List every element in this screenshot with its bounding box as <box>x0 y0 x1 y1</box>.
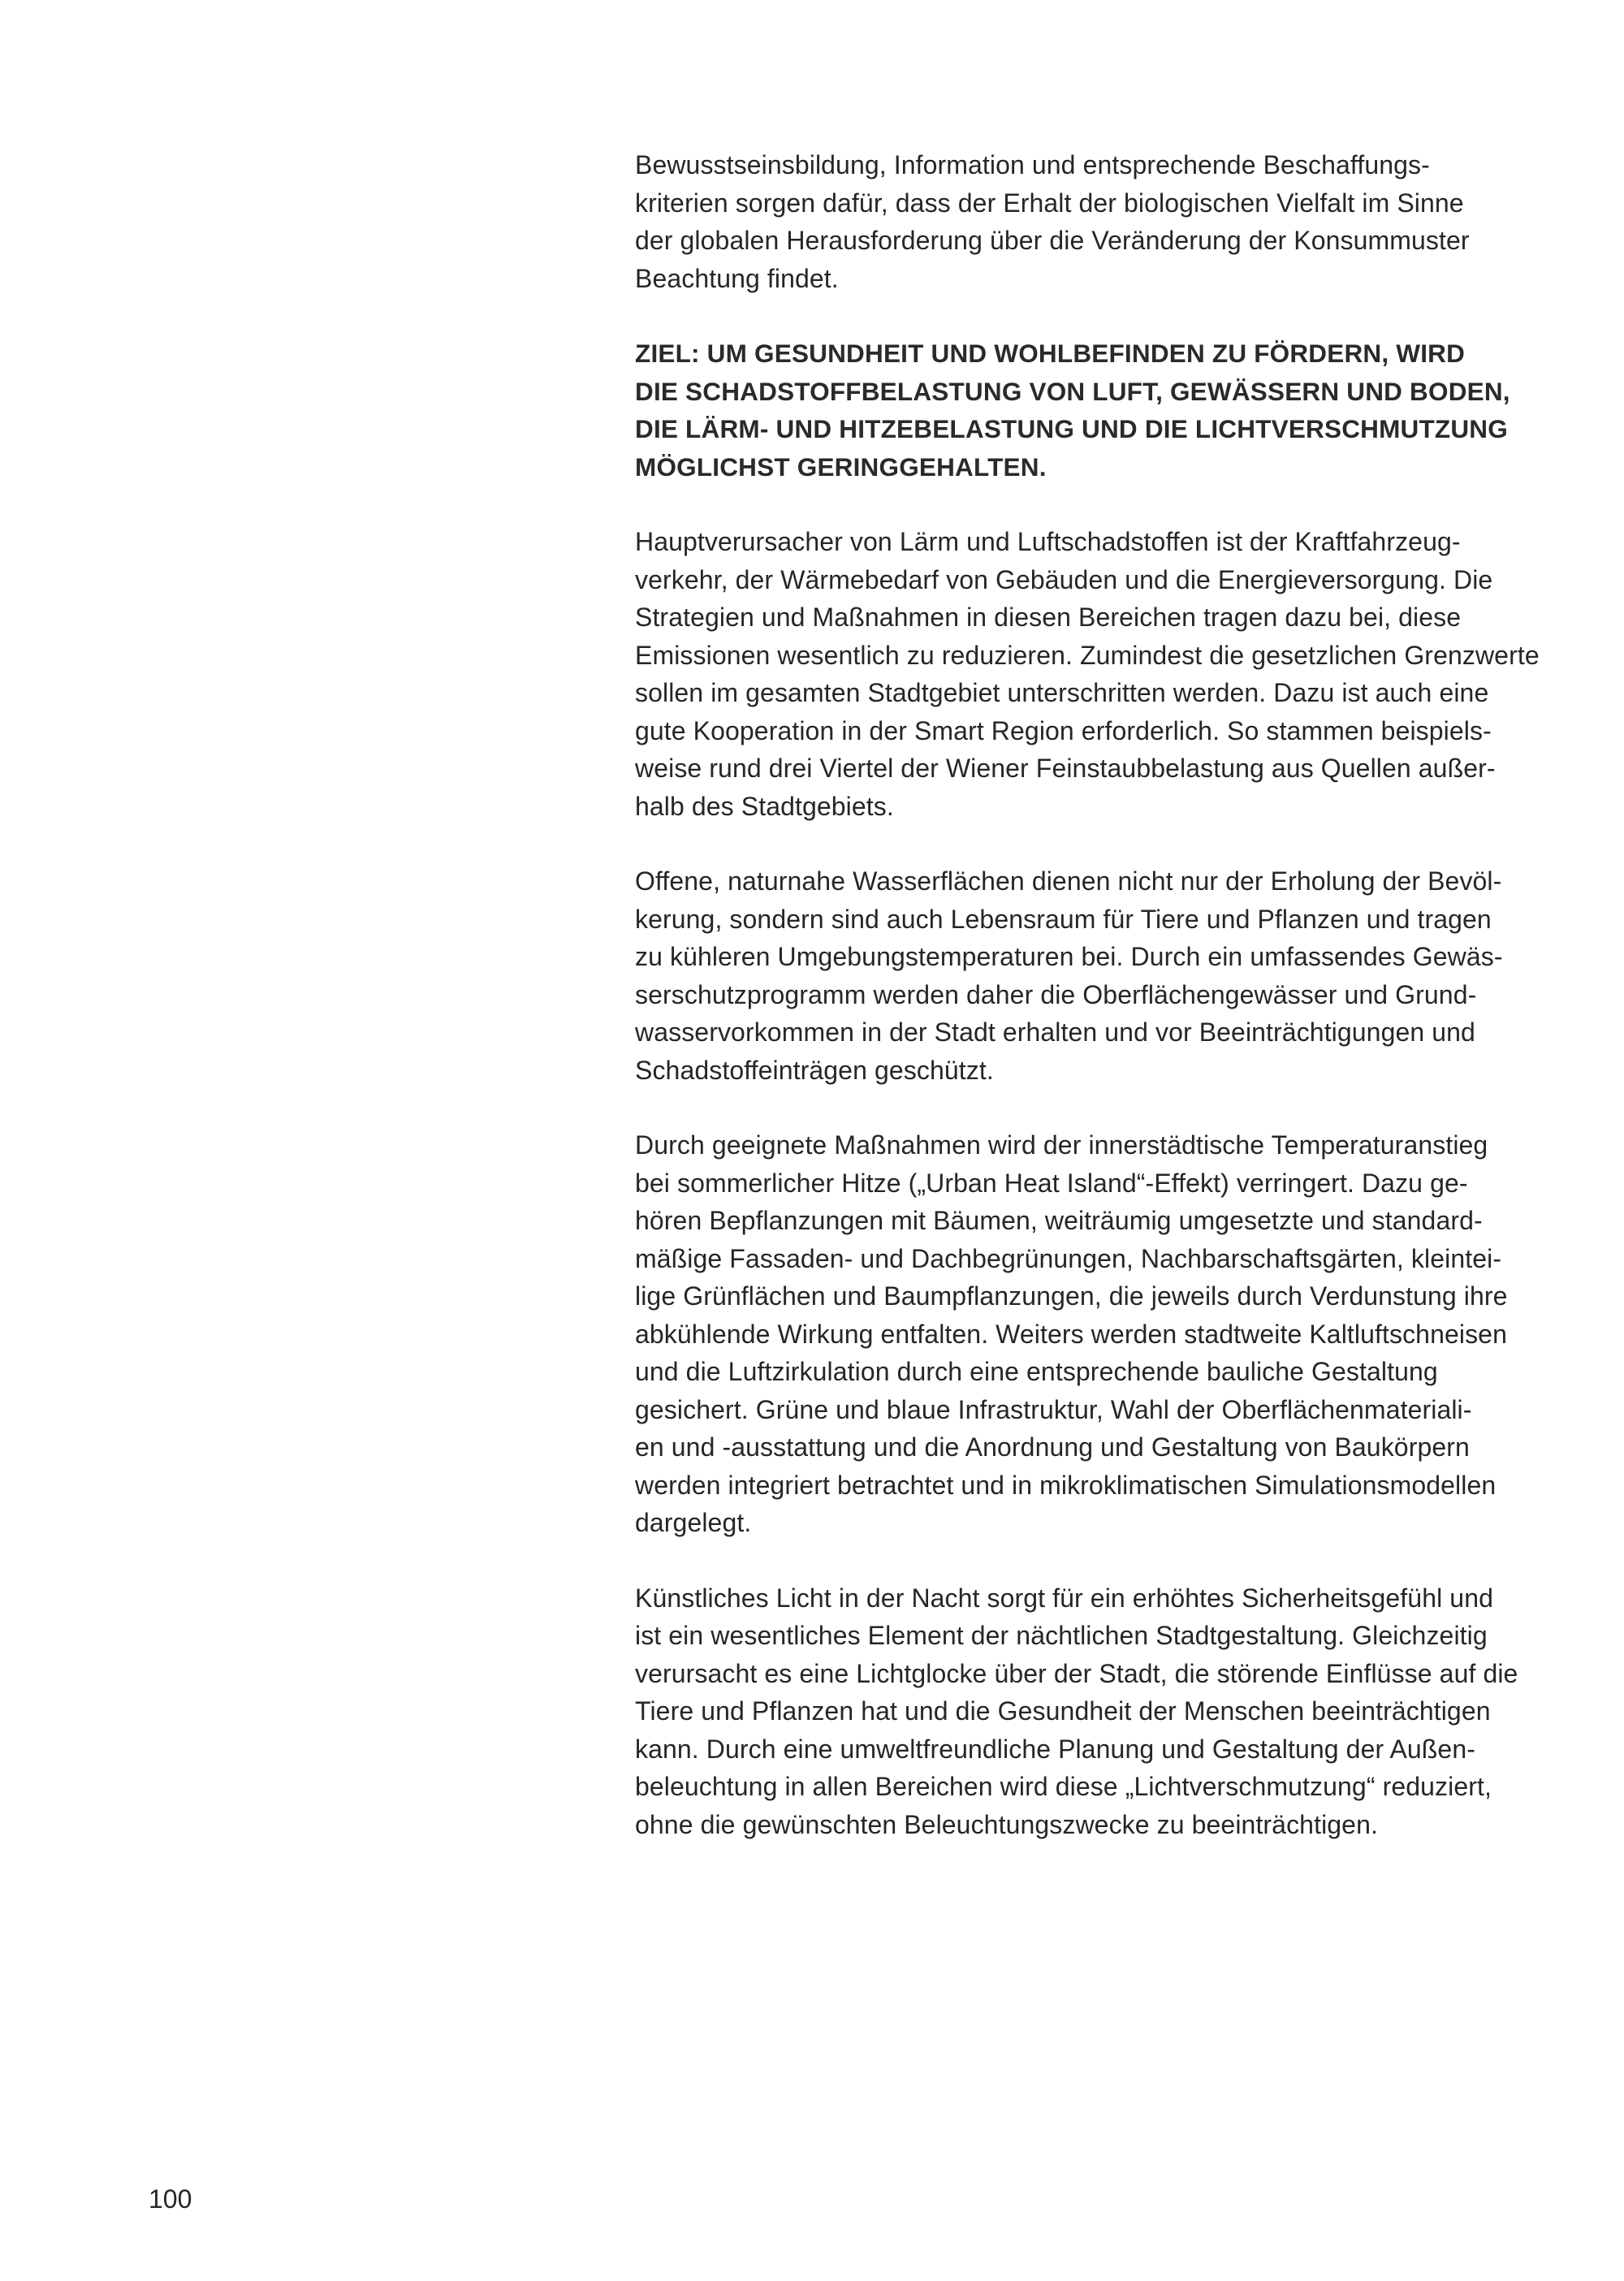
text-line: zu kühleren Umgebungstemperaturen bei. Durch ein umfassendes Gewäs- <box>635 942 1503 971</box>
text-line: ist ein wesentliches Element der nächtlichen Stadtgestaltung. Gleichzeitig <box>635 1621 1488 1650</box>
text-line: verkehr, der Wärmebedarf von Gebäuden und die Energieversorgung. Die <box>635 564 1493 594</box>
text-line: mäßige Fassaden- und Dachbegrünungen, Nachbarschaftsgärten, kleintei- <box>635 1243 1502 1273</box>
text-line: Offene, naturnahe Wasserflächen dienen nicht nur der Erholung der Bevöl- <box>635 866 1502 896</box>
text-column <box>635 146 1569 1881</box>
paragraph-heat <box>635 1126 1569 1542</box>
text-line: dargelegt. <box>635 1508 752 1537</box>
text-line: der globalen Herausforderung über die Veränderung der Konsummuster <box>635 226 1470 255</box>
text-line: sollen im gesamten Stadtgebiet unterschritten werden. Dazu ist auch eine <box>635 678 1489 707</box>
text-line: Hauptverursacher von Lärm und Luftschadstoffen ist der Kraftfahrzeug- <box>635 527 1461 556</box>
heading-line: MÖGLICHST GERINGGEHALTEN. <box>635 451 1047 482</box>
paragraph-light <box>635 1579 1569 1844</box>
text-line: Bewusstseinsbildung, Information und entsprechende Beschaffungs- <box>635 150 1430 179</box>
text-line: verursacht es eine Lichtglocke über der Stadt, die störende Einflüsse auf die <box>635 1658 1518 1688</box>
text-line: und die Luftzirkulation durch eine entsprechende bauliche Gestaltung <box>635 1357 1438 1386</box>
text-line: Emissionen wesentlich zu reduzieren. Zumindest die gesetzlichen Grenzwerte <box>635 640 1540 670</box>
text-line: Schadstoffeinträgen geschützt. <box>635 1055 994 1085</box>
text-line: serschutzprogramm werden daher die Oberflächengewässer und Grund- <box>635 979 1477 1009</box>
text-line: kann. Durch eine umweltfreundliche Planung und Gestaltung der Außen- <box>635 1734 1475 1764</box>
paragraph-water <box>635 862 1569 1089</box>
text-line: gesichert. Grüne und blaue Infrastruktur, Wahl der Oberflächenmateriali- <box>635 1394 1472 1424</box>
text-line: abkühlende Wirkung entfalten. Weiters werden stadtweite Kaltluftschneisen <box>635 1319 1507 1349</box>
text-line: ohne die gewünschten Beleuchtungszwecke zu beeinträchtigen. <box>635 1809 1378 1839</box>
text-line: gute Kooperation in der Smart Region erforderlich. So stammen beispiels- <box>635 715 1492 745</box>
text-line: halb des Stadtgebiets. <box>635 791 894 821</box>
page-number: 100 <box>149 2184 192 2214</box>
heading-line: ZIEL: UM GESUNDHEIT UND WOHLBEFINDEN ZU FÖRDERN, WIRD <box>635 339 1466 368</box>
text-line: weise rund drei Viertel der Wiener Feinstaubbelastung aus Quellen außer- <box>635 754 1496 783</box>
paragraph-emissions <box>635 523 1569 825</box>
heading-line: DIE SCHADSTOFFBELASTUNG VON LUFT, GEWÄSSERN UND BODEN, <box>635 376 1510 406</box>
goal-heading <box>635 335 1569 486</box>
text-line: wasservorkommen in der Stadt erhalten und vor Beeinträchtigungen und <box>635 1017 1475 1047</box>
heading-line: DIE LÄRM- UND HITZEBELASTUNG UND DIE LICHTVERSCHMUTZUNG <box>635 414 1508 443</box>
text-line: Strategien und Maßnahmen in diesen Bereichen tragen dazu bei, diese <box>635 603 1462 632</box>
text-line: Tiere und Pflanzen hat und die Gesundheit der Menschen beeinträchtigen <box>635 1696 1491 1726</box>
text-line: hören Bepflanzungen mit Bäumen, weiträumig umgesetzte und standard- <box>635 1206 1483 1235</box>
intro-paragraph <box>635 146 1569 297</box>
text-line: werden integriert betrachtet und in mikroklimatischen Simulationsmodellen <box>635 1470 1497 1500</box>
text-line: kerung, sondern sind auch Lebensraum für Tiere und Pflanzen und tragen <box>635 904 1492 934</box>
text-line: en und -ausstattung und die Anordnung und Gestaltung von Baukörpern <box>635 1432 1470 1462</box>
text-line: Durch geeignete Maßnahmen wird der innerstädtische Temperaturanstieg <box>635 1130 1488 1160</box>
text-line: bei sommerlicher Hitze („Urban Heat Island“-Effekt) verringert. Dazu ge- <box>635 1168 1468 1198</box>
text-line: Beachtung findet. <box>635 263 839 293</box>
text-line: Künstliches Licht in der Nacht sorgt für ein erhöhtes Sicherheitsgefühl und <box>635 1583 1493 1613</box>
text-line: lige Grünflächen und Baumpflanzungen, die jeweils durch Verdunstung ihre <box>635 1281 1508 1311</box>
text-line: beleuchtung in allen Bereichen wird diese „Lichtverschmutzung“ reduziert, <box>635 1772 1492 1801</box>
text-line: kriterien sorgen dafür, dass der Erhalt der biologischen Vielfalt im Sinne <box>635 188 1464 218</box>
